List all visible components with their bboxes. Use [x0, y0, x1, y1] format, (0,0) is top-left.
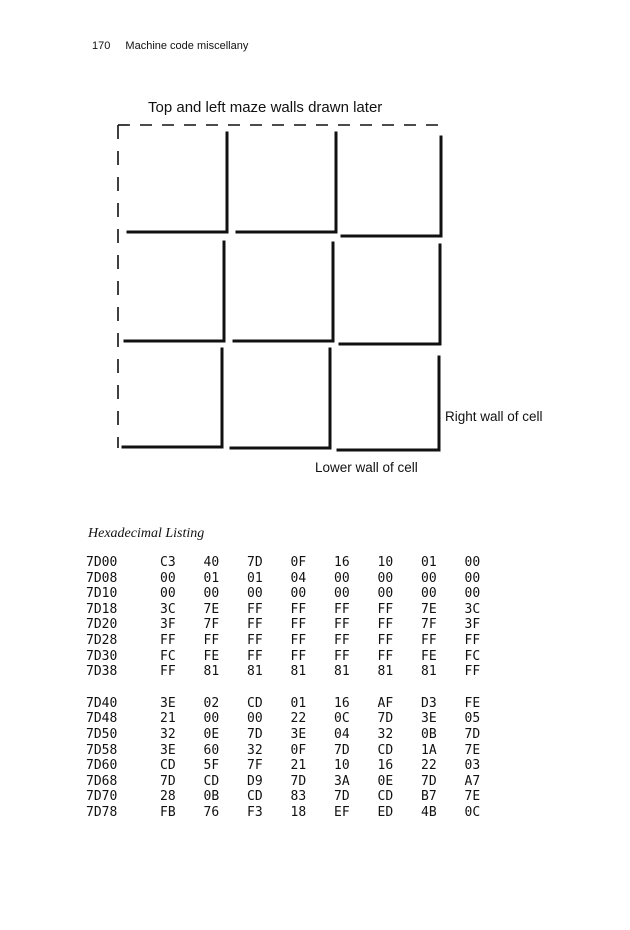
listing-row — [86, 696, 508, 712]
hex-byte: 7F — [247, 758, 263, 774]
hex-byte: 76 — [203, 804, 220, 820]
hex-byte: 0F — [290, 742, 307, 758]
hex-byte: 00 — [464, 570, 481, 586]
page-number: 170 — [92, 40, 111, 52]
hex-byte: 7E — [464, 789, 481, 805]
cell-r1-c3 — [342, 137, 441, 236]
row-address: 7D78 — [86, 804, 118, 820]
hex-byte: 10 — [377, 555, 394, 570]
hex-byte: 7D — [334, 789, 350, 805]
chapter-title: Machine code miscellany — [125, 40, 249, 52]
row-address: 7D48 — [86, 711, 118, 727]
hex-byte: 05 — [464, 711, 481, 727]
hex-byte: 32 — [247, 742, 263, 758]
hex-byte: FF — [377, 617, 394, 633]
row-address: 7D38 — [86, 664, 118, 680]
hex-byte: 4B — [421, 804, 437, 820]
lower-wall-label: Lower wall of cell — [315, 460, 418, 475]
hex-byte: 3E — [421, 711, 437, 727]
hex-byte: CD — [377, 789, 394, 805]
cell-r3-c1 — [123, 349, 222, 447]
hex-byte: 16 — [334, 695, 350, 711]
cell-r3-c3 — [338, 357, 439, 450]
listing-row — [86, 727, 508, 743]
hex-byte: 22 — [290, 711, 307, 727]
hex-byte: D3 — [421, 695, 437, 711]
hex-byte: ED — [377, 804, 394, 820]
listing-row — [86, 571, 508, 587]
hex-byte: 7D — [247, 555, 263, 570]
hex-byte: 0B — [203, 789, 220, 805]
row-address: 7D68 — [86, 773, 118, 789]
hex-byte: 04 — [334, 726, 350, 742]
listing-row — [86, 711, 508, 727]
hex-byte: 7D — [160, 773, 176, 789]
maze-cells — [123, 133, 441, 450]
hex-byte: 00 — [203, 711, 220, 727]
hex-byte: 21 — [290, 758, 307, 774]
hex-byte: 7D — [377, 711, 394, 727]
hex-byte: 32 — [377, 726, 394, 742]
hex-listing-table — [86, 555, 508, 821]
hex-byte: 00 — [377, 586, 394, 602]
row-address: 7D08 — [86, 570, 118, 586]
hex-byte: 00 — [247, 711, 263, 727]
row-address: 7D20 — [86, 617, 118, 633]
hex-byte: 1A — [421, 742, 437, 758]
hex-byte: FE — [203, 648, 220, 664]
hex-byte: 00 — [421, 586, 437, 602]
listing-row — [86, 617, 508, 633]
hex-byte: 7E — [421, 601, 437, 617]
hex-byte: CD — [247, 695, 263, 711]
hex-byte: CD — [160, 758, 176, 774]
hex-byte: AF — [377, 695, 394, 711]
row-address: 7D50 — [86, 726, 118, 742]
hex-byte: 7E — [203, 601, 220, 617]
cell-r2-c1 — [125, 242, 224, 341]
hex-byte: FF — [247, 632, 263, 648]
hex-byte: 7D — [421, 773, 437, 789]
row-address: 7D18 — [86, 601, 118, 617]
hex-byte: 3F — [160, 617, 176, 633]
hex-byte: CD — [203, 773, 220, 789]
hex-byte: 00 — [160, 586, 176, 602]
hex-byte: 0C — [334, 711, 350, 727]
hex-byte: 81 — [334, 664, 350, 680]
hex-byte: FF — [334, 617, 350, 633]
hex-byte: 18 — [290, 804, 307, 820]
hex-byte: 3E — [290, 726, 307, 742]
hex-byte: 7F — [421, 617, 437, 633]
hex-byte: 10 — [334, 758, 350, 774]
hex-byte: FF — [247, 617, 263, 633]
hex-byte: 00 — [290, 586, 307, 602]
hex-byte: FF — [377, 632, 394, 648]
hex-byte: FF — [160, 632, 176, 648]
hex-byte: 22 — [421, 758, 437, 774]
listing-row — [86, 664, 508, 680]
hex-byte: 81 — [377, 664, 394, 680]
hex-byte: FF — [247, 601, 263, 617]
row-address: 7D10 — [86, 586, 118, 602]
hex-byte: 21 — [160, 711, 176, 727]
hex-byte: CD — [247, 789, 263, 805]
top-caption: Top and left maze walls drawn later — [148, 99, 383, 116]
row-address: 7D30 — [86, 648, 118, 664]
hex-byte: 7D — [247, 726, 263, 742]
hex-byte: FE — [421, 648, 437, 664]
hex-byte: D9 — [247, 773, 263, 789]
hex-byte: EF — [334, 804, 350, 820]
hex-byte: 0E — [377, 773, 394, 789]
listing-row — [86, 649, 508, 665]
hex-byte: 5F — [203, 758, 220, 774]
hex-byte: 16 — [334, 555, 350, 570]
cell-r2-c3 — [340, 245, 440, 344]
hex-byte: 00 — [421, 570, 437, 586]
listing-row — [86, 633, 508, 649]
hex-byte: 03 — [464, 758, 481, 774]
hex-byte: 01 — [421, 555, 437, 570]
hex-byte: 0C — [464, 804, 481, 820]
listing-row — [86, 555, 508, 571]
row-address: 7D28 — [86, 632, 118, 648]
hex-byte: 00 — [160, 570, 176, 586]
hex-byte: FF — [334, 601, 350, 617]
hex-byte: 28 — [160, 789, 176, 805]
hex-byte: 3F — [464, 617, 481, 633]
cell-r2-c2 — [234, 243, 333, 341]
hex-byte: 60 — [203, 742, 220, 758]
hex-byte: 7D — [334, 742, 350, 758]
hex-byte: FF — [290, 601, 307, 617]
hex-byte: A7 — [464, 773, 481, 789]
hex-byte: 7E — [464, 742, 481, 758]
hex-byte: B7 — [421, 789, 437, 805]
hex-byte: 7D — [464, 726, 481, 742]
listing-row — [86, 805, 508, 821]
hex-byte: 04 — [290, 570, 307, 586]
hex-byte: 00 — [247, 586, 263, 602]
hex-byte: FF — [464, 664, 481, 680]
hex-byte: 81 — [203, 664, 220, 680]
hex-byte: FF — [290, 632, 307, 648]
listing-title: Hexadecimal Listing — [88, 526, 205, 541]
hex-byte: 00 — [377, 570, 394, 586]
row-address: 7D58 — [86, 742, 118, 758]
hex-byte: FF — [290, 617, 307, 633]
hex-byte: 83 — [290, 789, 307, 805]
listing-row — [86, 774, 508, 790]
hex-byte: 0F — [290, 555, 307, 570]
hex-byte: 81 — [421, 664, 437, 680]
hex-byte: FF — [464, 632, 481, 648]
hex-byte: 01 — [247, 570, 263, 586]
listing-row — [86, 758, 508, 774]
listing-row — [86, 602, 508, 618]
hex-byte: 81 — [290, 664, 307, 680]
hex-byte: 7D — [290, 773, 307, 789]
hex-byte: 3C — [160, 601, 176, 617]
listing-row — [86, 586, 508, 602]
hex-byte: 00 — [464, 586, 481, 602]
hex-byte: 02 — [203, 695, 220, 711]
hex-byte: 00 — [203, 586, 220, 602]
row-address: 7D40 — [86, 695, 118, 711]
hex-byte: FF — [203, 632, 220, 648]
hex-byte: 40 — [203, 555, 220, 570]
hex-byte: 7F — [203, 617, 220, 633]
hex-byte: FF — [377, 601, 394, 617]
hex-byte: 01 — [203, 570, 220, 586]
hex-byte: FC — [464, 648, 481, 664]
hex-byte: 16 — [377, 758, 394, 774]
right-wall-label: Right wall of cell — [445, 409, 543, 424]
hex-byte: 0E — [203, 726, 220, 742]
hex-byte: C3 — [160, 555, 176, 570]
hex-byte: FF — [334, 632, 350, 648]
hex-byte: FC — [160, 648, 176, 664]
hex-byte: 81 — [247, 664, 263, 680]
hex-byte: FF — [160, 664, 176, 680]
hex-byte: 3E — [160, 742, 176, 758]
hex-byte: 32 — [160, 726, 176, 742]
hex-byte: 01 — [290, 695, 307, 711]
hex-byte: FF — [290, 648, 307, 664]
hex-byte: 00 — [464, 555, 481, 570]
hex-byte: FE — [464, 695, 481, 711]
hex-byte: FF — [334, 648, 350, 664]
hex-byte: CD — [377, 742, 394, 758]
hex-byte: 00 — [334, 586, 350, 602]
row-address: 7D60 — [86, 758, 118, 774]
hex-byte: FF — [247, 648, 263, 664]
hex-byte: 00 — [334, 570, 350, 586]
hex-byte: F3 — [247, 804, 263, 820]
hex-byte: 0B — [421, 726, 437, 742]
hex-byte: 3C — [464, 601, 481, 617]
cell-r3-c2 — [231, 349, 330, 448]
cell-r1-c2 — [237, 133, 336, 232]
cell-r1-c1 — [128, 133, 227, 232]
hex-byte: FF — [421, 632, 437, 648]
block-gap — [86, 680, 508, 696]
hex-byte: 3E — [160, 695, 176, 711]
listing-row — [86, 743, 508, 759]
row-address: 7D00 — [86, 555, 118, 570]
row-address: 7D70 — [86, 789, 118, 805]
hex-byte: FF — [377, 648, 394, 664]
listing-row — [86, 789, 508, 805]
hex-byte: 3A — [334, 773, 350, 789]
hex-byte: FB — [160, 804, 176, 820]
